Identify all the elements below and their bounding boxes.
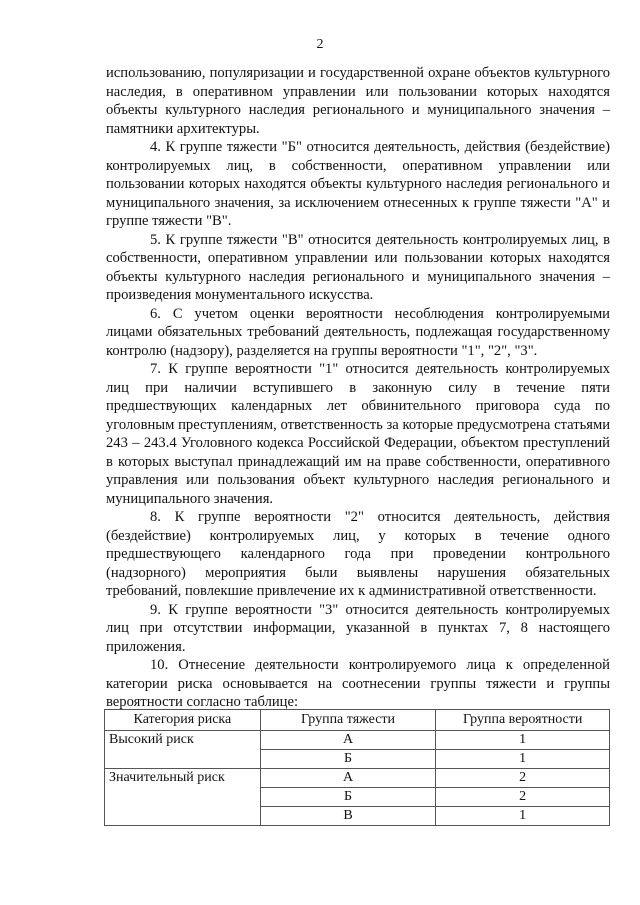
probability-cell: 2 xyxy=(436,788,610,807)
risk-category-table xyxy=(104,709,610,826)
header-risk-category: Категория риска xyxy=(105,710,261,731)
probability-cell: 1 xyxy=(436,731,610,750)
severity-cell: Б xyxy=(260,788,436,807)
probability-cell: 1 xyxy=(436,750,610,769)
risk-category-cell: Высокий риск xyxy=(105,731,261,769)
paragraph-6: 6. С учетом оценки вероятности несоблюдения контролируемыми лицами обязательных требований деятельность, подлежащая государственному контролю (надзору), разделяется на группы вероятности "1", "2", "3". xyxy=(106,305,610,359)
paragraph-8: 8. К группе вероятности "2" относится деятельность, действия (бездействие) контролируемых лиц, у которых в течение одного предшествующего календарного года при проведении контрольного (надзорного) мероприятия были выявлены нарушения обязательных требований, повлекшие привлечение их к административной ответственности. xyxy=(106,509,610,599)
table-row xyxy=(105,769,610,788)
paragraph-7: 7. К группе вероятности "1" относится деятельность контролируемых лиц при наличии вступившего в законную силу в течение пяти предшествующих календарных лет обвинительного приговора суда по уголовным преступлениям, ответственность за которые предусмотрена статьями 243 – 243.4 Уголовного кодекса Российской Федерации, объектом преступлений в которых выступал принадлежащий им на праве собственности, оперативного управления или пользования объект культурного наследия регионального и муниципального значения. xyxy=(106,361,610,507)
header-probability-group: Группа вероятности xyxy=(436,710,610,731)
probability-cell: 2 xyxy=(436,769,610,788)
table-row xyxy=(105,731,610,750)
probability-cell: 1 xyxy=(436,807,610,826)
paragraph-4: 4. К группе тяжести "Б" относится деятельность, действия (бездействие) контролируемых лиц, в собственности, оперативном управлении или пользовании которых находятся объекты культурного наследия регионального и муниципального значения, за исключением отнесенных к группе тяжести "А" и группе тяжести "В". xyxy=(106,139,610,229)
document-body xyxy=(106,64,610,712)
risk-category-cell: Значительный риск xyxy=(105,769,261,826)
header-severity-group: Группа тяжести xyxy=(260,710,436,731)
severity-cell: А xyxy=(260,731,436,750)
severity-cell: В xyxy=(260,807,436,826)
page-number: 2 xyxy=(316,37,324,52)
paragraph-5: 5. К группе тяжести "В" относится деятельность контролируемых лиц, в собственности, оперативном управлении или пользовании которых находятся объекты культурного наследия регионального и муниципального значения – произведения монументального искусства. xyxy=(106,231,610,303)
severity-cell: А xyxy=(260,769,436,788)
table-header-row xyxy=(105,710,610,731)
paragraph-9: 9. К группе вероятности "3" относится деятельность контролируемых лиц при отсутствии информации, указанной в пунктах 7, 8 настоящего приложения. xyxy=(106,601,610,655)
paragraph-continued: использованию, популяризации и государственной охране объектов культурного наследия, в оперативном управлении или пользовании которых находятся объекты культурного наследия регионального и муниципального значения – памятники архитектуры. xyxy=(106,65,610,137)
paragraph-10: 10. Отнесение деятельности контролируемого лица к определенной категории риска основывается на соотнесении группы тяжести и группы вероятности согласно таблице: xyxy=(106,657,610,710)
severity-cell: Б xyxy=(260,750,436,769)
